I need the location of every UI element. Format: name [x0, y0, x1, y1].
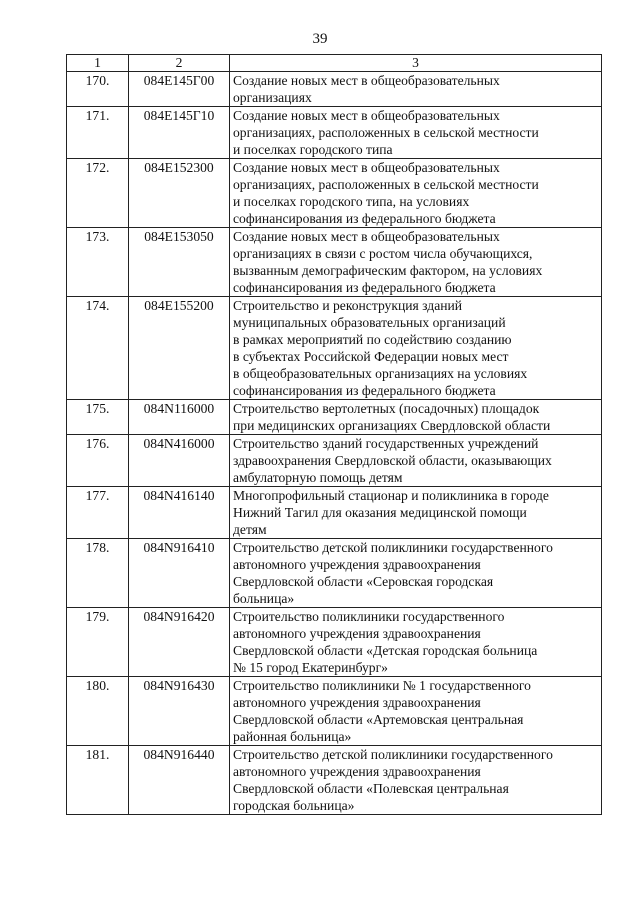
row-number: 175. [67, 400, 129, 435]
description-line: Строительство зданий государственных учреждений [233, 436, 539, 451]
column-header-number: 1 [67, 55, 129, 72]
row-number: 170. [67, 72, 129, 107]
table-row [67, 677, 602, 746]
description-line: организациях в связи с ростом числа обучающихся, [233, 246, 533, 261]
description-line: муниципальных образовательных организаций [233, 315, 506, 330]
description-line: Создание новых мест в общеобразовательных [233, 73, 500, 88]
table-body [67, 72, 602, 815]
description-line: в общеобразовательных организациях на условиях [233, 366, 528, 381]
description-line: автономного учреждения здравоохранения [233, 557, 481, 572]
row-description [230, 677, 602, 746]
description-line: Строительство вертолетных (посадочных) площадок [233, 401, 540, 416]
description-line: Создание новых мест в общеобразовательных [233, 160, 500, 175]
description-line: Свердловской области «Полевская центральная [233, 781, 509, 796]
row-description [230, 608, 602, 677]
row-code: 084N916440 [129, 746, 230, 815]
column-header-description: 3 [230, 55, 602, 72]
row-code: 084N916430 [129, 677, 230, 746]
row-description [230, 228, 602, 297]
row-description [230, 746, 602, 815]
row-description [230, 487, 602, 539]
row-description [230, 539, 602, 608]
description-line: Создание новых мест в общеобразовательных [233, 108, 500, 123]
description-line: софинансирования из федерального бюджета [233, 211, 496, 226]
table-header-row [67, 55, 602, 72]
description-line: городская больница» [233, 798, 355, 813]
table-row [67, 608, 602, 677]
description-line: софинансирования из федерального бюджета [233, 280, 496, 295]
row-code: 084N916410 [129, 539, 230, 608]
row-description [230, 400, 602, 435]
description-line: организациях [233, 90, 312, 105]
row-description [230, 297, 602, 400]
row-number: 181. [67, 746, 129, 815]
row-number: 173. [67, 228, 129, 297]
description-line: Свердловской области «Серовская городская [233, 574, 494, 589]
description-line: софинансирования из федерального бюджета [233, 383, 496, 398]
row-number: 180. [67, 677, 129, 746]
description-line: Строительство и реконструкция зданий [233, 298, 463, 313]
row-code: 084E145Г10 [129, 107, 230, 159]
table-row [67, 746, 602, 815]
description-line: в субъектах Российской Федерации новых мест [233, 349, 509, 364]
description-line: больница» [233, 591, 295, 606]
description-line: Строительство детской поликлиники государственного [233, 747, 553, 762]
description-line: вызванным демографическим фактором, на условиях [233, 263, 543, 278]
row-description [230, 107, 602, 159]
row-code: 084E145Г00 [129, 72, 230, 107]
description-line: при медицинских организациях Свердловской области [233, 418, 551, 433]
table-row [67, 228, 602, 297]
description-line: в рамках мероприятий по содействию созданию [233, 332, 512, 347]
row-description [230, 159, 602, 228]
row-number: 171. [67, 107, 129, 159]
row-code: 084N416140 [129, 487, 230, 539]
row-number: 179. [67, 608, 129, 677]
table-row [67, 435, 602, 487]
row-code: 084E152300 [129, 159, 230, 228]
row-code: 084N916420 [129, 608, 230, 677]
description-line: и поселках городского типа [233, 142, 393, 157]
description-line: Строительство поликлиники государственного [233, 609, 505, 624]
table-row [67, 400, 602, 435]
description-line: Многопрофильный стационар и поликлиника в городе [233, 488, 549, 503]
description-line: организациях, расположенных в сельской местности [233, 125, 539, 140]
table-row [67, 297, 602, 400]
table-row [67, 487, 602, 539]
row-number: 178. [67, 539, 129, 608]
description-line: детям [233, 522, 267, 537]
column-header-code: 2 [129, 55, 230, 72]
row-number: 174. [67, 297, 129, 400]
description-line: Строительство детской поликлиники государственного [233, 540, 553, 555]
description-line: автономного учреждения здравоохранения [233, 764, 481, 779]
table-row [67, 159, 602, 228]
description-line: № 15 город Екатеринбург» [233, 660, 388, 675]
description-line: здравоохранения Свердловской области, оказывающих [233, 453, 552, 468]
row-description [230, 72, 602, 107]
description-line: Нижний Тагил для оказания медицинской помощи [233, 505, 527, 520]
row-code: 084N116000 [129, 400, 230, 435]
description-line: Свердловской области «Артемовская центральная [233, 712, 524, 727]
description-line: и поселках городского типа, на условиях [233, 194, 470, 209]
row-code: 084E153050 [129, 228, 230, 297]
description-line: районная больница» [233, 729, 352, 744]
row-code: 084N416000 [129, 435, 230, 487]
row-number: 177. [67, 487, 129, 539]
table-row [67, 72, 602, 107]
row-number: 172. [67, 159, 129, 228]
page-number: 39 [312, 31, 328, 47]
row-description [230, 435, 602, 487]
description-line: организациях, расположенных в сельской местности [233, 177, 539, 192]
description-line: Строительство поликлиники № 1 государственного [233, 678, 531, 693]
description-line: Свердловской области «Детская городская больница [233, 643, 538, 658]
table-row [67, 107, 602, 159]
row-code: 084E155200 [129, 297, 230, 400]
description-line: автономного учреждения здравоохранения [233, 626, 481, 641]
data-table [66, 54, 602, 815]
description-line: амбулаторную помощь детям [233, 470, 403, 485]
description-line: автономного учреждения здравоохранения [233, 695, 481, 710]
description-line: Создание новых мест в общеобразовательных [233, 229, 500, 244]
row-number: 176. [67, 435, 129, 487]
table-row [67, 539, 602, 608]
